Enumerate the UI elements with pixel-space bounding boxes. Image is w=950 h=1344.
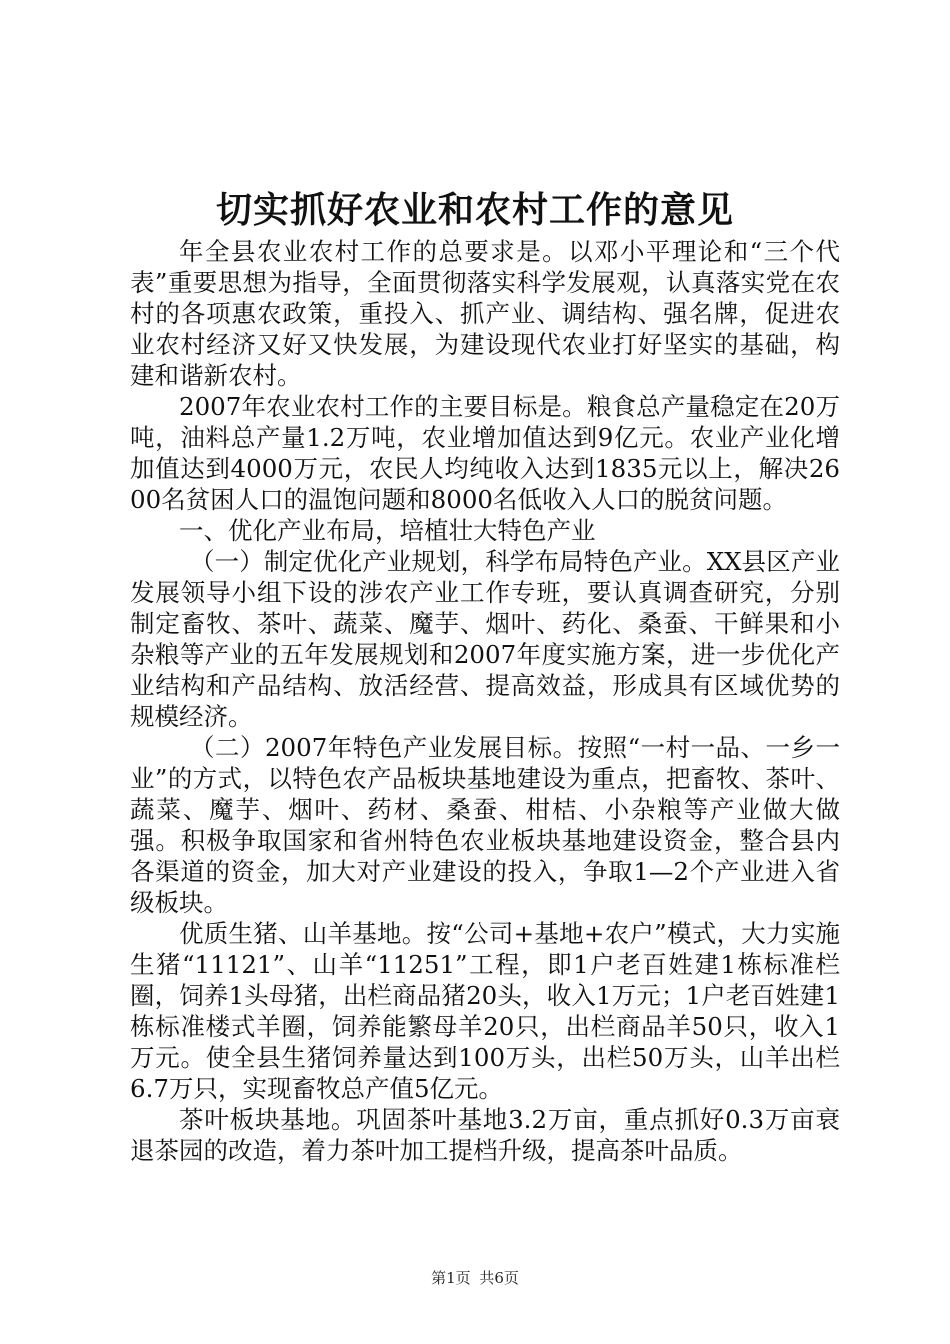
page-number: 第1页: [431, 1269, 471, 1287]
page-footer: [0, 1268, 950, 1288]
paragraph-planning: （一）制定优化产业规划，科学布局特色产业。XX县区产业发展领导小组下设的涉农产业工作专班，要认真调查研究，分别制定畜牧、茶叶、蔬菜、魔芋、烟叶、药化、桑蚕、干鲜果和小杂粮等产业的五年发展规划和2007年度实施方案，进一步优化产业结构和产品结构、放活经营、提高效益，形成具有区域优势的规模经济。: [130, 547, 840, 731]
paragraph-general-requirements: 年全县农业农村工作的总要求是。以邓小平理论和“三个代表”重要思想为指导，全面贯彻落实科学发展观，认真落实党在农村的各项惠农政策，重投入、抓产业、调结构、强名牌，促进农业农村经济又好又快发展，为建设现代农业打好坚实的基础，构建和谐新农村。: [130, 237, 840, 390]
page-total: 共6页: [479, 1269, 519, 1287]
section-heading-1: 一、优化产业布局，培植壮大特色产业: [179, 516, 596, 545]
paragraph-tea-base: 茶叶板块基地。巩固茶叶基地3.2万亩，重点抓好0.3万亩衰退茶园的改造，着力茶叶加工提档升级，提高茶叶品质。: [130, 1105, 840, 1165]
paragraph-main-targets: 2007年农业农村工作的主要目标是。粮食总产量稳定在20万吨，油料总产量1.2万吨，农业增加值达到9亿元。农业产业化增加值达到4000万元，农民人均纯收入达到1835元以上，解决2600名贫困人口的温饱问题和8000名低收入人口的脱贫问题。: [130, 392, 840, 514]
document-body: [130, 236, 840, 1166]
paragraph-industry-targets: （二）2007年特色产业发展目标。按照“一村一品、一乡一业”的方式，以特色农产品板块基地建设为重点，把畜牧、茶叶、蔬菜、魔芋、烟叶、药材、桑蚕、柑桔、小杂粮等产业做大做强。积极争取国家和省州特色农业板块基地建设资金，整合县内各渠道的资金，加大对产业建设的投入，争取1—2个产业进入省级板块。: [130, 733, 840, 917]
document-title: 切实抓好农业和农村工作的意见: [215, 189, 734, 231]
paragraph-pig-goat-base: 优质生猪、山羊基地。按“公司+基地+农户”模式，大力实施生猪“11121”、山羊“11251”工程，即1户老百姓建1栋标准栏圈，饲养1头母猪，出栏商品猪20头，收入1万元；1户老百姓建1栋标准楼式羊圈，饲养能繁母羊20只，出栏商品羊50只，收入1万元。使全县生猪饲养量达到100万头，出栏50万头，山羊出栏6.7万只，实现畜牧总产值5亿元。: [130, 919, 840, 1103]
